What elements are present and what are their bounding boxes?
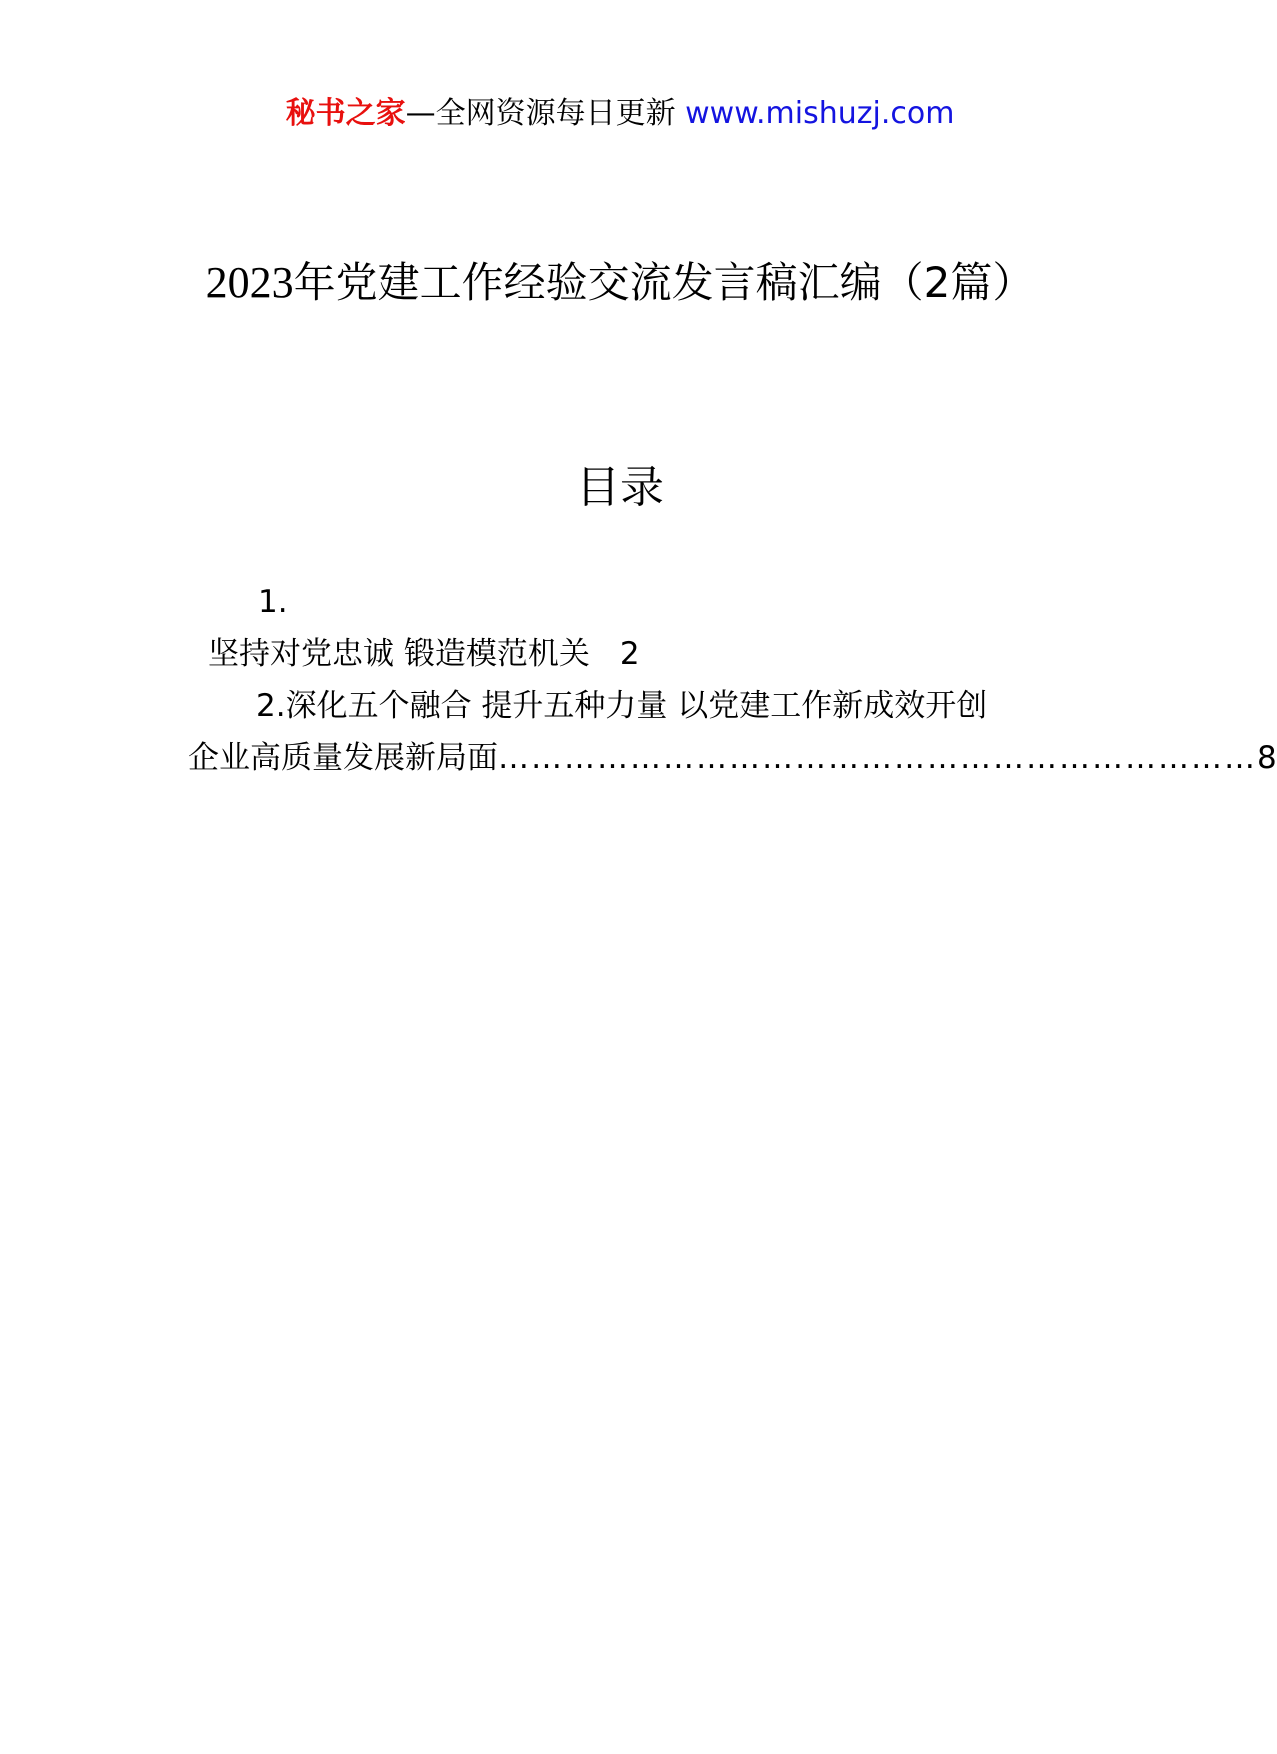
title-year: 2023 xyxy=(205,258,294,307)
toc-item-1[interactable] xyxy=(188,576,1048,680)
toc-item-title-line1: 2.深化五个融合 提升五种力量 以党建工作新成效开创 xyxy=(256,688,988,724)
toc-item-page: 2 xyxy=(619,636,640,672)
table-of-contents xyxy=(188,576,1277,784)
toc-item-title-continued: 企业高质量发展新局面 xyxy=(188,740,498,776)
document-title xyxy=(200,236,1040,330)
toc-item-title-line2 xyxy=(188,732,1277,784)
site-tagline: —全网资源每日更新 xyxy=(405,96,676,131)
toc-item-2[interactable] xyxy=(188,680,1277,784)
toc-item-number: 1. xyxy=(258,584,288,620)
title-text: 年党建工作经验交流发言稿汇编（2篇） xyxy=(293,258,1035,307)
site-url-link[interactable]: www.mishuzj.com xyxy=(685,96,955,131)
toc-item-page: 8 xyxy=(1257,740,1277,776)
site-header xyxy=(0,94,1240,134)
toc-dot-leader: …………………………………………………………… xyxy=(498,740,1257,776)
toc-item-title: 坚持对党忠诚 锻造模范机关 xyxy=(208,636,590,672)
site-brand: 秘书之家 xyxy=(285,96,406,131)
toc-heading: 目录 xyxy=(576,462,664,513)
toc-item-title-line xyxy=(188,628,1048,680)
